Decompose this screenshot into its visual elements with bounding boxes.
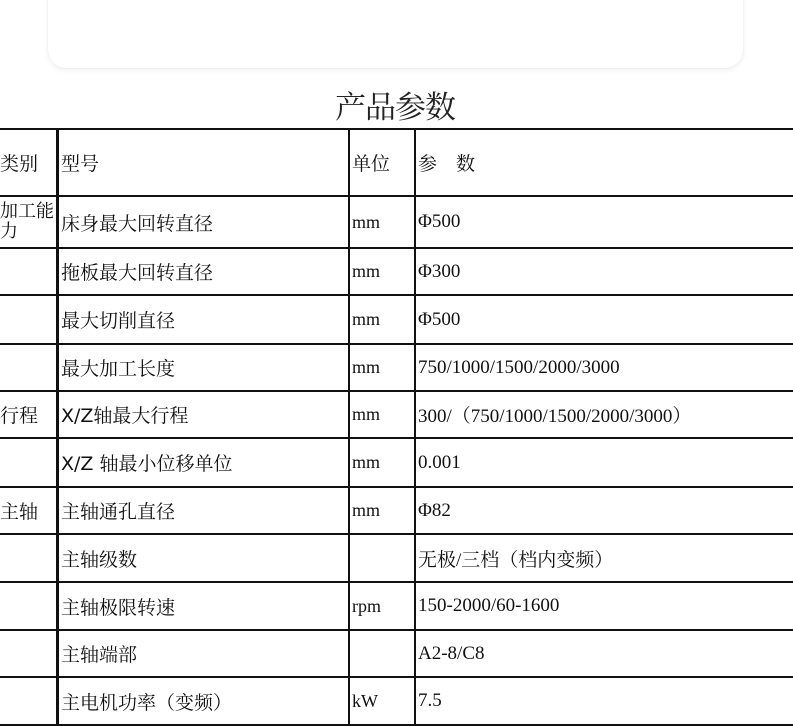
row-value: A2-8/C8: [415, 630, 793, 677]
table-row: [0, 248, 793, 295]
row-value: Φ500: [415, 196, 793, 248]
row-category: [0, 630, 58, 677]
row-value: 300/（750/1000/1500/2000/3000）: [415, 391, 793, 438]
table-row: [0, 487, 793, 534]
header-model: 型号: [58, 129, 350, 196]
row-model: 主轴极限转速: [58, 582, 350, 630]
row-value: Φ82: [415, 487, 793, 534]
row-unit: mm: [349, 438, 415, 487]
row-model: 最大切削直径: [58, 295, 350, 344]
table-row: [0, 582, 793, 630]
row-model: X/Z 轴最小位移单位: [58, 438, 350, 487]
top-card: [48, 0, 743, 68]
params-table: [0, 128, 793, 726]
table-row: [0, 630, 793, 677]
table-row: [0, 438, 793, 487]
row-model: 最大加工长度: [58, 344, 350, 391]
row-value: Φ500: [415, 295, 793, 344]
table-row: [0, 391, 793, 438]
row-model: 主轴级数: [58, 534, 350, 582]
row-unit: rpm: [349, 582, 415, 630]
table-row: [0, 344, 793, 391]
row-value: Φ300: [415, 248, 793, 295]
table-row: [0, 534, 793, 582]
row-unit: [349, 630, 415, 677]
row-value: 无极/三档（档内变频）: [415, 534, 793, 582]
row-model: X/Z轴最大行程: [58, 391, 350, 438]
row-model: 主轴端部: [58, 630, 350, 677]
row-unit: mm: [349, 391, 415, 438]
row-value: 7.5: [415, 677, 793, 725]
row-model: 拖板最大回转直径: [58, 248, 350, 295]
row-value: 750/1000/1500/2000/3000: [415, 344, 793, 391]
row-value: 150-2000/60-1600: [415, 582, 793, 630]
row-category: [0, 344, 58, 391]
row-unit: mm: [349, 487, 415, 534]
row-category: 行程: [0, 391, 58, 438]
row-category: [0, 582, 58, 630]
row-unit: mm: [349, 295, 415, 344]
row-unit: kW: [349, 677, 415, 725]
row-category: 主轴: [0, 487, 58, 534]
row-unit: mm: [349, 248, 415, 295]
row-model: 床身最大回转直径: [58, 196, 350, 248]
header-value: 参 数: [415, 129, 793, 196]
row-model: 主轴通孔直径: [58, 487, 350, 534]
row-model: 主电机功率（变频）: [58, 677, 350, 725]
table-row: [0, 196, 793, 248]
page-title: 产品参数: [335, 90, 455, 126]
header-unit: 单位: [349, 129, 415, 196]
row-unit: [349, 534, 415, 582]
row-unit: mm: [349, 344, 415, 391]
row-category: [0, 677, 58, 725]
row-category: [0, 295, 58, 344]
row-value: 0.001: [415, 438, 793, 487]
row-category: [0, 438, 58, 487]
table-header-row: [0, 129, 793, 196]
table-row: [0, 677, 793, 725]
row-category: 加工能力: [0, 196, 58, 248]
row-category: [0, 248, 58, 295]
table-row: [0, 295, 793, 344]
row-category: [0, 534, 58, 582]
row-unit: mm: [349, 196, 415, 248]
header-category: 类别: [0, 129, 58, 196]
